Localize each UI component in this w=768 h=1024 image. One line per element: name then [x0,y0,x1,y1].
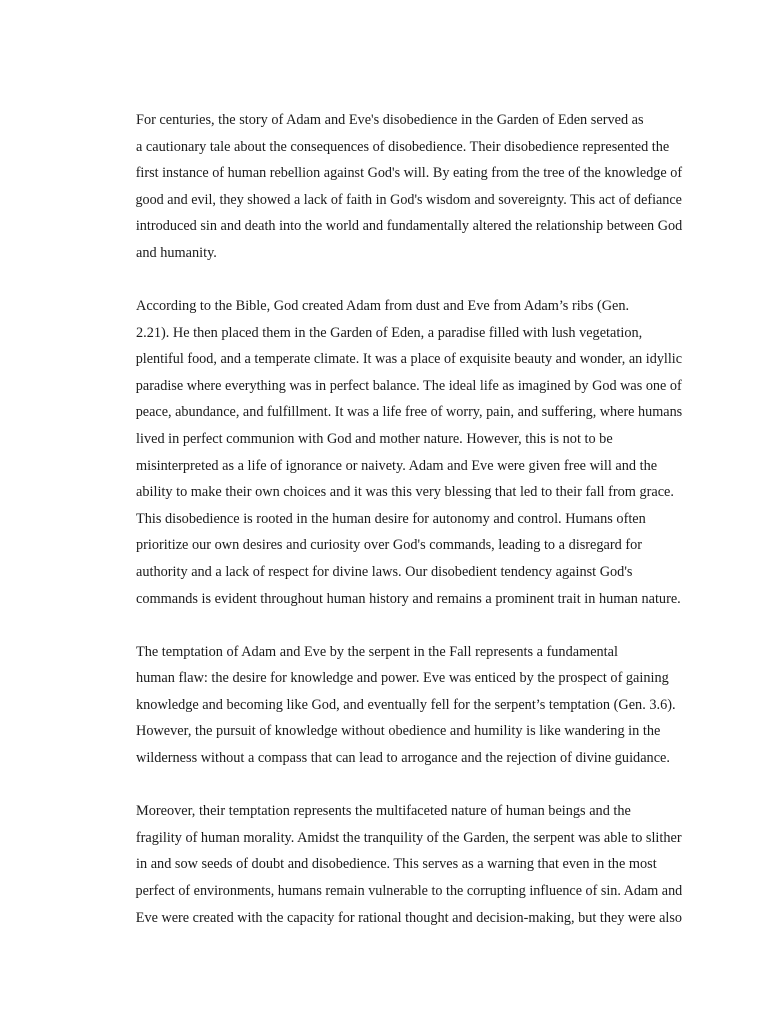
text-line: Eve were created with the capacity for rational thought and decision-making, but they were also [135,909,683,926]
text-line: misinterpreted as a life of ignorance or naivety. Adam and Eve were given free will and the [136,457,658,474]
text-line: However, the pursuit of knowledge without obedience and humility is like wandering in the [136,723,661,740]
text-line: The temptation of Adam and Eve by the serpent in the Fall represents a fundamental [136,643,618,660]
text-line: good and evil, they showed a lack of faith in God's wisdom and sovereignty. This act of defiance [135,191,682,208]
paragraph-4 [90,798,682,931]
text-line: commands is evident throughout human history and remains a prominent trait in human nature. [136,590,681,607]
text-line: 2.21). He then placed them in the Garden of Eden, a paradise filled with lush vegetation, [136,324,643,341]
document-page [90,107,682,958]
text-line: and humanity. [136,244,217,261]
text-line: human flaw: the desire for knowledge and power. Eve was enticed by the prospect of gaining [136,670,669,687]
text-line: a cautionary tale about the consequences of disobedience. Their disobedience represented the [136,138,670,155]
text-line: in and sow seeds of doubt and disobedience. This serves as a warning that even in the most [136,856,657,873]
text-line: This disobedience is rooted in the human desire for autonomy and control. Humans often [136,510,646,527]
paragraph-3 [90,639,682,772]
text-line: knowledge and becoming like God, and eventually fell for the serpent’s temptation (Gen. 3.6). [136,696,676,713]
text-line: Moreover, their temptation represents the multifaceted nature of human beings and the [136,803,631,820]
text-line: plentiful food, and a temperate climate. It was a place of exquisite beauty and wonder, an idyllic [135,351,683,368]
text-line: peace, abundance, and fulfillment. It was a life free of worry, pain, and suffering, where humans [135,404,683,421]
text-line: first instance of human rebellion against God's will. By eating from the tree of the knowledge of [135,165,683,182]
text-line: According to the Bible, God created Adam from dust and Eve from Adam’s ribs (Gen. [136,298,630,315]
text-line: paradise where everything was in perfect balance. The ideal life as imagined by God was one of [135,377,682,394]
paragraph-1 [90,107,682,267]
text-line: For centuries, the story of Adam and Eve's disobedience in the Garden of Eden served as [136,112,644,128]
text-line: introduced sin and death into the world and fundamentally altered the relationship between God [135,218,683,235]
text-line: prioritize our own desires and curiosity over God's commands, leading to a disregard for [136,537,643,554]
text-line: authority and a lack of respect for divine laws. Our disobedient tendency against God's [136,564,633,580]
text-line: ability to make their own choices and it was this very blessing that led to their fall from grace. [136,484,674,501]
text-line: fragility of human morality. Amidst the tranquility of the Garden, the serpent was able to slither [135,829,682,846]
text-line: perfect of environments, humans remain vulnerable to the corrupting influence of sin. Adam and [135,882,683,899]
text-line: wilderness without a compass that can lead to arrogance and the rejection of divine guidance. [136,750,670,767]
paragraph-2 [90,293,682,612]
text-line: lived in perfect communion with God and mother nature. However, this is not to be [136,431,613,448]
